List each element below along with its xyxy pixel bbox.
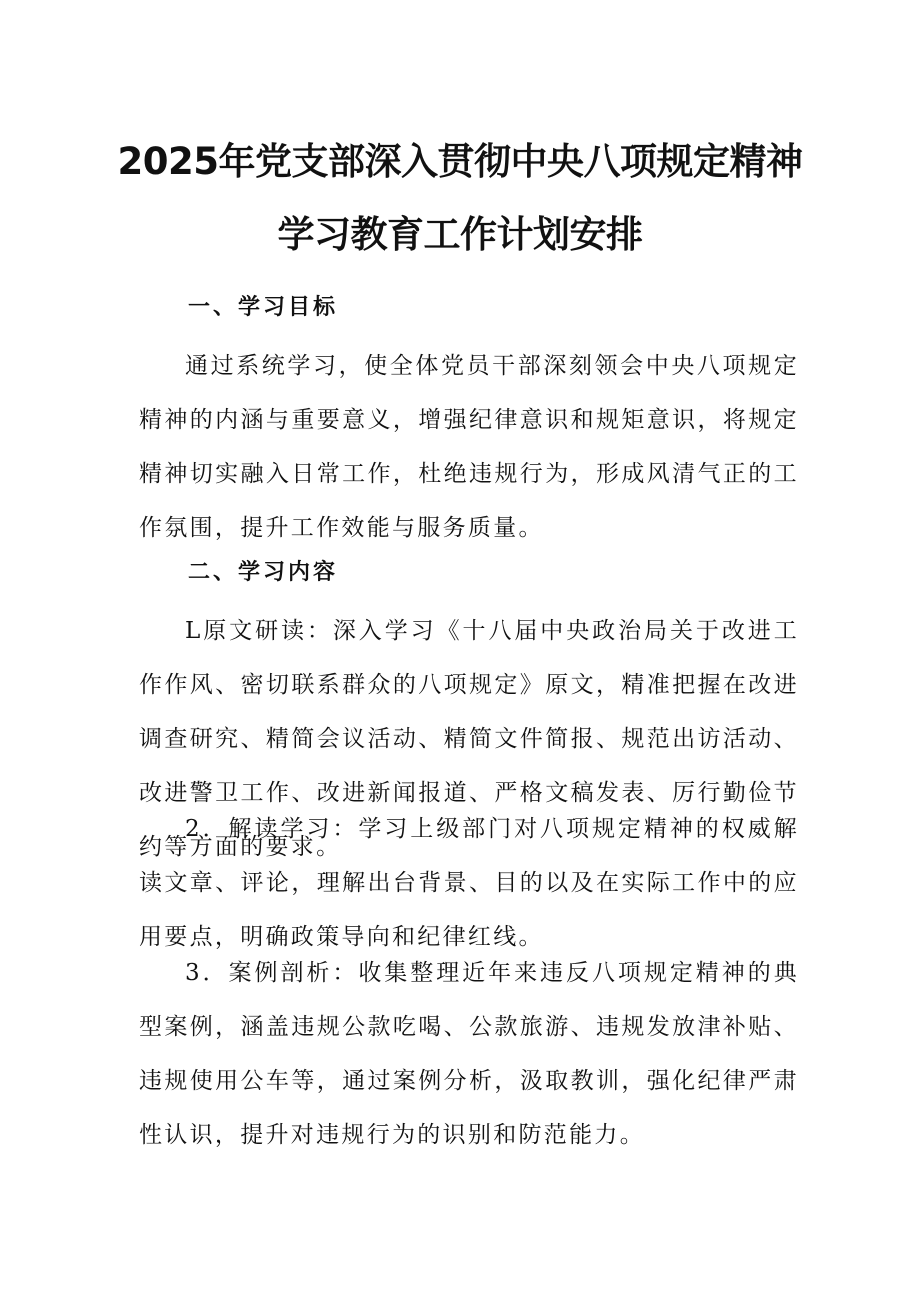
paragraph-interpretation-study: 2．解读学习：学习上级部门对八项规定精神的权威解读文章、评论，理解出台背景、目的以及在实际工作中的应用要点，明确政策导向和纪律红线。 <box>139 816 799 950</box>
document-title-line-1: 2025年党支部深入贯彻中央八项规定精神 <box>117 140 803 183</box>
document-title-line-2: 学习教育工作计划安排 <box>277 213 643 256</box>
section-heading-content: 二、学习内容 <box>188 559 339 585</box>
paragraph-goals: 通过系统学习，使全体党员干部深刻领会中央八项规定精神的内涵与重要意义，增强纪律意识和规矩意识，将规定精神切实融入日常工作，杜绝违规行为，形成风清气正的工作氛围，提升工作效能与服务质量。 <box>139 353 799 541</box>
section-heading-goals: 一、学习目标 <box>188 294 339 320</box>
paragraph-original-text-study: L原文研读：深入学习《十八届中央政治局关于改进工作作风、密切联系群众的八项规定》原文，精准把握在改进调查研究、精简会议活动、精简文件简报、规范出访活动、改进警卫工作、改进新闻报道、严格文稿发表、厉行勤俭节约等方面的要求。 <box>139 618 799 860</box>
paragraph-case-analysis: 3．案例剖析：收集整理近年来违反八项规定精神的典型案例，涵盖违规公款吃喝、公款旅游、违规发放津补贴、违规使用公车等，通过案例分析，汲取教训，强化纪律严肃性认识，提升对违规行为的识别和防范能力。 <box>139 960 799 1148</box>
